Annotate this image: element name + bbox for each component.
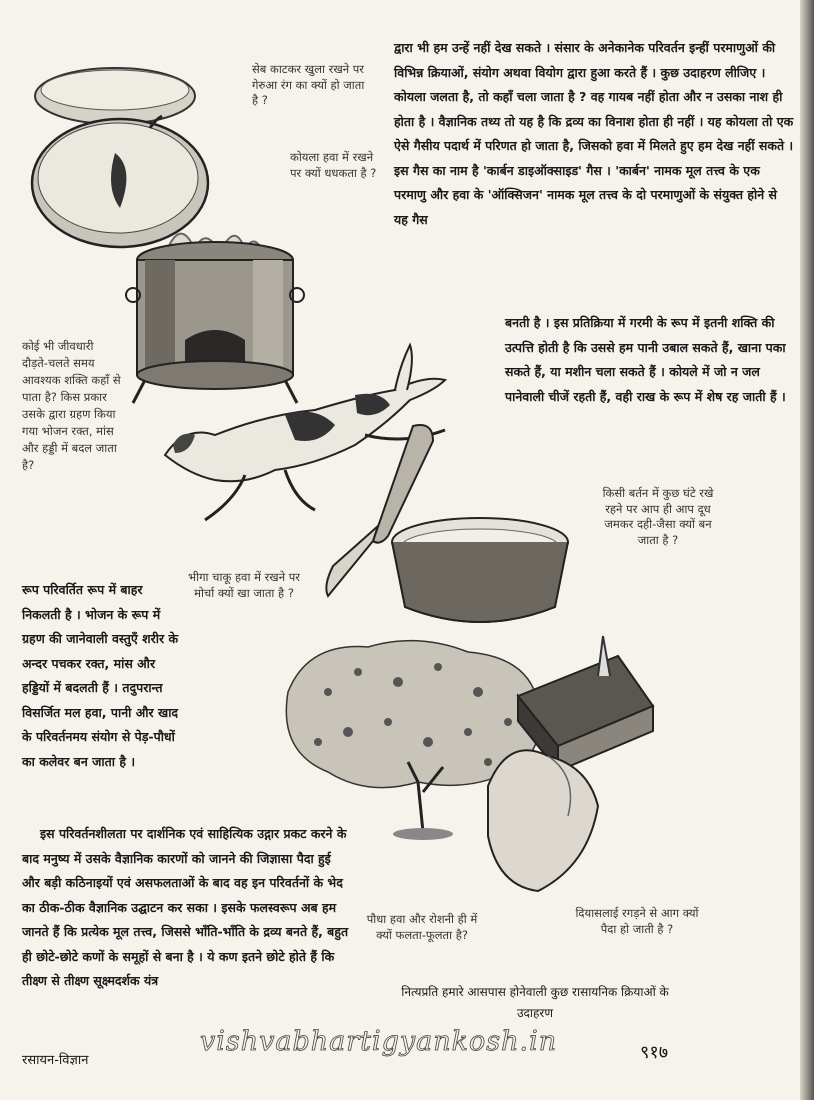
matchbox-icon xyxy=(478,636,658,896)
caption-knife: भीगा चाकू हवा में रखने पर मोर्चा क्यों खा जाता है ? xyxy=(188,570,300,600)
paragraph-left-narrow-text: रूप परिवर्तित रूप में बाहर निकलती है । भोजन के रूप में ग्रहण की जानेवाली वस्तुएँ शरीर के अन्दर पचकर रक्त, मांस और हड्डियों में बदलती हैं । तदुपरान्त विसर्जित मल हवा, पानी और खाद के परिवर्तनमय संयोग से पेड़-पौधों का कलेवर बन जाता है । xyxy=(22,582,179,769)
bowl-icon xyxy=(385,512,575,632)
caption-coal: कोयला हवा में रखने पर क्यों धधकता है ? xyxy=(290,150,377,180)
figure-title: नित्यप्रति हमारे आसपास होनेवाली कुछ रासायनिक क्रियाओं के उदाहरण xyxy=(401,985,669,1020)
watermark: vishvabhartigyankosh.in xyxy=(200,1026,558,1057)
page-number: ९१७ xyxy=(640,1042,669,1063)
paragraph-top-right xyxy=(394,36,794,232)
page-edge xyxy=(800,0,814,1100)
section-name: रसायन-विज्ञान xyxy=(22,1053,89,1068)
paragraph-left-wide-text: इस परिवर्तनशीलता पर दार्शनिक एवं साहित्यिक उद्गार प्रकट करने के बाद मनुष्य में उसके वैज्ञानिक कारणों को जानने की जिज्ञासा पैदा हुई और बड़ी कठिनाइयों एवं असफलताओं के बाद वह इन परिवर्तनों के भेद का ठीक-ठीक वैज्ञानिक उद्घाटन कर सका । इसके फलस्वरूप अब हम जानते हैं कि प्रत्येक मूल तत्त्व, जिससे भाँति-भाँति के द्रव्य बनते हैं, बहुत ही छोटे-छोटे कणों के समूहों से बना है । ये कण इतने छोटे होते हैं कि तीक्ष्ण से तीक्ष्ण सूक्ष्मदर्शक यंत्र xyxy=(22,826,349,988)
caption-milk: किसी बर्तन में कुछ घंटे रखे रहने पर आप ही आप दूध जमकर दही-जैसा क्यों बन जाता है ? xyxy=(602,486,714,547)
paragraph-left-narrow xyxy=(22,578,180,774)
paragraph-left-wide xyxy=(22,822,352,994)
caption-dog: कोई भी जीवधारी दौड़ते-चलते समय आवश्यक शक्ति कहाँ से पाता है? किस प्रकार उसके द्वारा ग्रहण किया गया भोजन रक्त, मांस और हड्डी में बदल जाता है? xyxy=(22,339,121,472)
paragraph-top-right-text: द्वारा भी हम उन्हें नहीं देख सकते । संसार के अनेकानेक परिवर्तन इन्हीं परमाणुओं की विभिन्न क्रियाओं, संयोग अथवा वियोग द्वारा हुआ करते हैं । कुछ उदाहरण लीजिए । कोयला जलता है, तो कहाँ चला जाता है ? वह गायब नहीं होता और न उसका नाश ही होता है । वैज्ञानिक तथ्य तो यह है कि द्रव्य का विनाश होता ही नहीं । यह कोयला तो एक ऐसे गैसीय पदार्थ में परिणत हो जाता है, जिसको हवा में मिलते हुए हम देख नहीं सकते । इस गैस का नाम है 'कार्बन डाइऑक्साइड' गैस । 'कार्बन' नामक मूल तत्त्व के एक परमाणु और हवा के 'ऑक्सिजन' नामक मूल तत्त्व के दो परमाणुओं के संयुक्त होने से यह गैस xyxy=(394,40,794,227)
paragraph-right-narrow xyxy=(505,311,795,409)
paragraph-right-narrow-text: बनती है । इस प्रतिक्रिया में गरमी के रूप में इतनी शक्ति की उत्पत्ति होती है कि उससे हम पानी उबाल सकते हैं, खाना पका सकते हैं, या मशीन चला सकते हैं । कोयले में जो न जल पानेवाली चीजें रहती हैं, वही राख के रूप में शेष रह जाती हैं । xyxy=(505,315,786,404)
caption-plant: पौधा हवा और रोशनी ही में क्यों फलता-फूलता है? xyxy=(366,912,478,942)
caption-match: दियासलाई रगड़ने से आग क्यों पैदा हो जाती है ? xyxy=(575,906,699,936)
caption-apple: सेब काटकर खुला रखने पर गेरुआ रंग का क्यों हो जाता है ? xyxy=(252,62,365,107)
